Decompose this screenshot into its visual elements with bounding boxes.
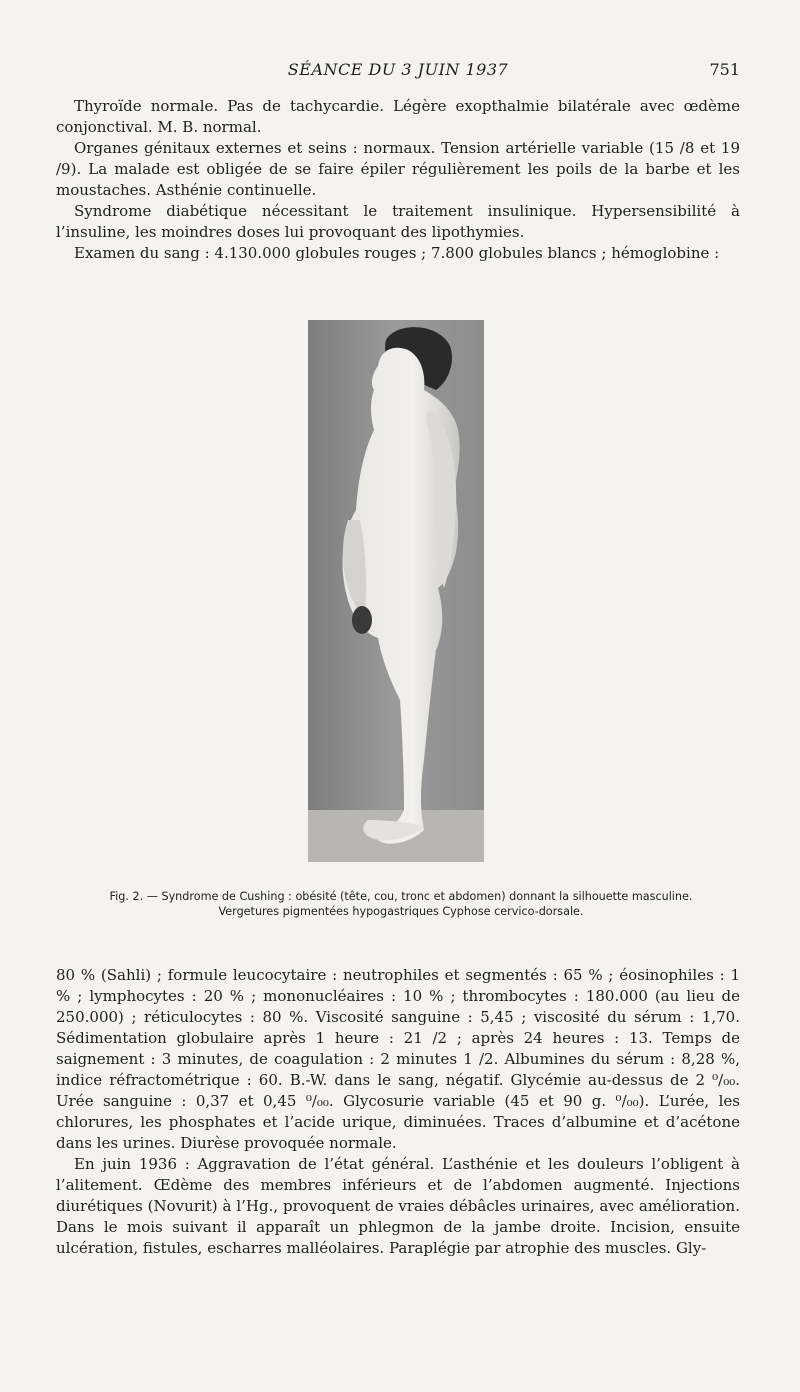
paragraph: Organes génitaux externes et seins : normaux. Tension artérielle variable (15 /8 et 19 /9). La malade est obligée de se faire épiler régulièrement les poils de la barbe et les moustaches. Asthénie continuelle. (56, 139, 740, 199)
paragraph: En juin 1936 : Aggravation de l’état général. L’asthénie et les douleurs l’obligent à l’alitement. Œdème des membres inférieurs et de l’abdomen augmenté. Injections diurétiques (Novurit) à l’Hg., provoquent de vraies débâcles urinaires, avec amélioration. Dans le mois suivant il apparaît un phlegmon de la jambe droite. Incision, ensuite ulcération, fistules, escharres malléolaires. Paraplégie par atrophie des muscles. Gly- (56, 1155, 740, 1257)
caption-line: Fig. 2. — Syndrome de Cushing : obésité (tête, cou, tronc et abdomen) donnant la silhouette masculine. (109, 890, 693, 903)
text-block-bottom (56, 965, 740, 1259)
patient-photo (308, 320, 484, 862)
caption-line: Vergetures pigmentées hypogastriques Cyphose cervico-dorsale. (218, 905, 584, 918)
paragraph: Thyroïde normale. Pas de tachycardie. Légère exopthalmie bilatérale avec œdème conjonctival. M. B. normal. (56, 97, 740, 136)
running-title: SÉANCE DU 3 JUIN 1937 (287, 60, 509, 79)
text-block-top (56, 96, 740, 264)
page-number: 751 (709, 60, 740, 79)
pubic-shadow (352, 606, 372, 634)
paragraph: Examen du sang : 4.130.000 globules rouges ; 7.800 globules blancs ; hémoglobine : (74, 244, 720, 262)
figure-photograph (308, 320, 484, 862)
page-header (56, 60, 740, 84)
paragraph: Syndrome diabétique nécessitant le traitement insulinique. Hypersensibilité à l’insuline, les moindres doses lui provoquant des lipothymies. (56, 202, 740, 241)
paragraph: 80 % (Sahli) ; formule leucocytaire : neutrophiles et segmentés : 65 % ; éosinophiles : 1 % ; lymphocytes : 20 % ; mononucléaires : 10 % ; thrombocytes : 180.000 (au lieu de 250.000) ; réticulocytes : 80 %. Viscosité sanguine : 5,45 ; viscosité du sérum : 1,70. Sédimentation globulaire après 1 heure : 21 /2 ; après 24 heures : 13. Temps de saignement : 3 minutes, de coagulation : 2 minutes 1 /2. Albumines du sérum : 8,28 %, indice réfractométrique : 60. B.-W. dans le sang, négatif. Glycémie au-dessus de 2 ⁰/₀₀. Urée sanguine : 0,37 et 0,45 ⁰/₀₀. Glycosurie variable (45 et 90 g. ⁰/₀₀). L’urée, les chlorures, les phosphates et l’acide urique, diminuées. Traces d’albumine et d’acétone dans les urines. Diurèse provoquée normale. (56, 966, 740, 1152)
figure-caption (56, 889, 746, 919)
